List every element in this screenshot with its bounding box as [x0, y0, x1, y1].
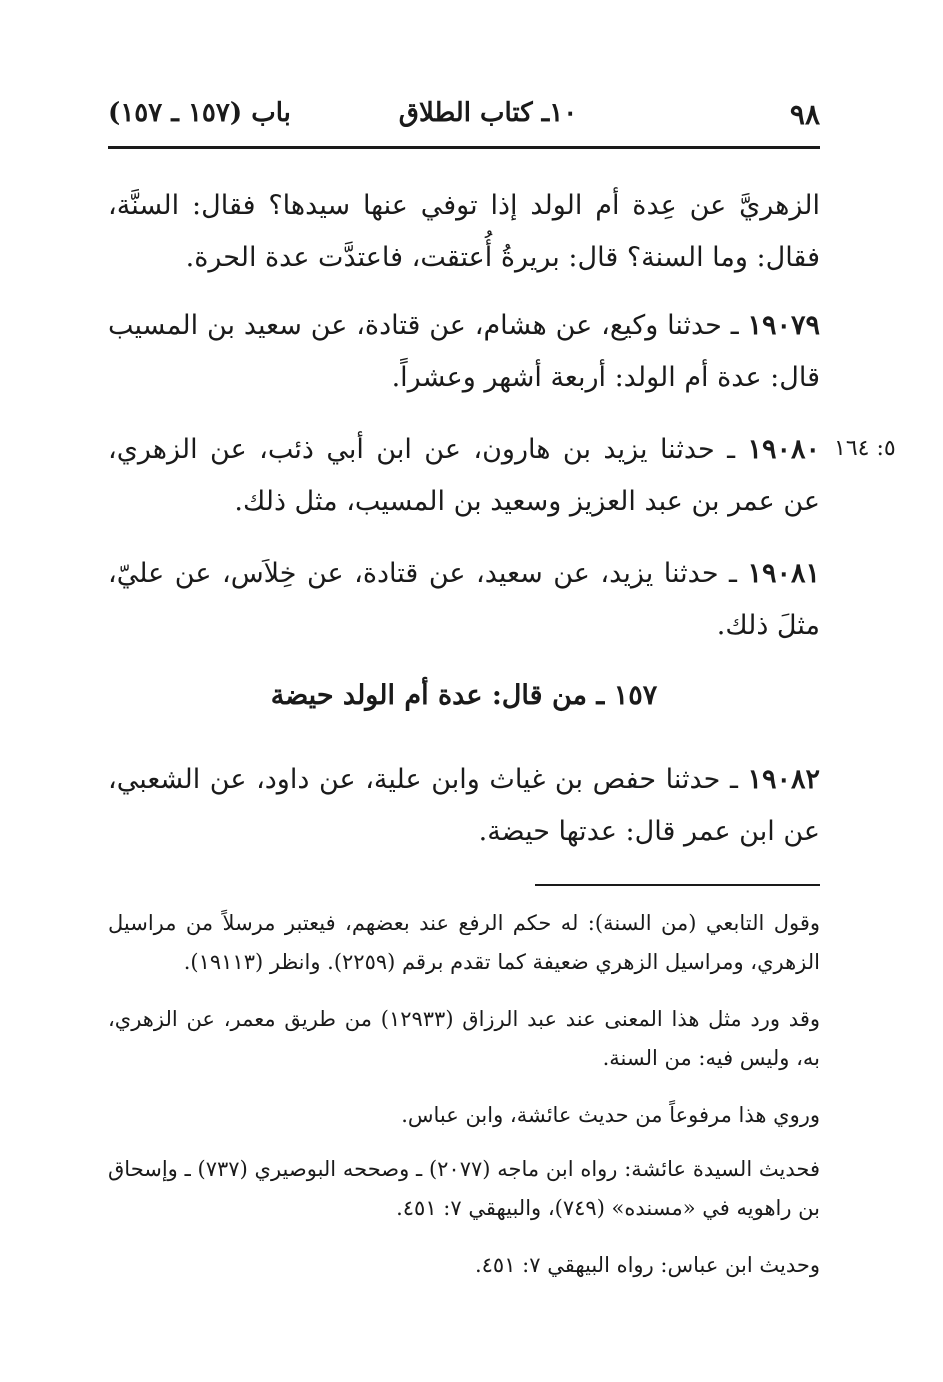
- footnote-2: وقد ورد مثل هذا المعنى عند عبد الرزاق (١٢٩٣٣) من طريق معمر، عن الزهري، به، وليس فيه: من السنة.: [108, 1007, 820, 1070]
- page-number: ٩٨: [789, 98, 820, 131]
- header-rule: [108, 146, 820, 149]
- intro-paragraph: الزهريَّ عن عِدة أم الولد إذا توفي عنها سيدها؟ فقال: السنَّة، فقال: وما السنة؟ قال: بريرةُ أُعتقت، فاعتدَّت عدة الحرة.: [108, 190, 820, 273]
- hadith-text: ـ حدثنا يزيد بن هارون، عن ابن أبي ذئب، عن الزهري، عن عمر بن عبد العزيز وسعيد بن المسيب، مثل ذلك.: [108, 434, 820, 517]
- footnote-4: فحديث السيدة عائشة: رواه ابن ماجه (٢٠٧٧) ـ وصححه البوصيري (٧٣٧) ـ وإسحاق بن راهويه في «مسنده» (٧٤٩)، والبيهقي ٧: ٤٥١.: [108, 1157, 821, 1220]
- hadith-text: ـ حدثنا يزيد، عن سعيد، عن قتادة، عن خِلاَس، عن عليّ، مثلَ ذلك.: [108, 558, 820, 641]
- footnote-3: وروي هذا مرفوعاً من حديث عائشة، وابن عباس.: [401, 1103, 820, 1127]
- hadith-number: ١٩٠٨٢: [747, 764, 820, 795]
- hadith-19082: [108, 754, 820, 858]
- footnote-rule: [535, 884, 820, 886]
- hadith-text: ـ حدثنا وكيع، عن هشام، عن قتادة، عن سعيد بن المسيب قال: عدة أم الولد: أربعة أشهر وعشراً.: [108, 310, 820, 393]
- hadith-number: ١٩٠٨١: [747, 558, 820, 589]
- hadith-number: ١٩٠٨٠: [747, 434, 820, 465]
- book-title: ١٠ـ كتاب الطلاق: [398, 98, 578, 128]
- page-header: [108, 90, 820, 146]
- hadith-19079: [108, 300, 820, 404]
- hadith-19080: [108, 424, 820, 528]
- chapter-range: باب (١٥٧ ـ ١٥٧): [108, 98, 291, 128]
- hadith-text: ـ حدثنا حفص بن غياث وابن علية، عن داود، عن الشعبي، عن ابن عمر قال: عدتها حيضة.: [108, 764, 820, 847]
- hadith-19081: [108, 548, 820, 652]
- margin-reference: ٥: ١٦٤: [834, 436, 896, 461]
- hadith-number: ١٩٠٧٩: [747, 310, 820, 341]
- footnote-1: وقول التابعي (من السنة): له حكم الرفع عند بعضهم، فيعتبر مرسلاً من مراسيل الزهري، ومراسيل الزهري ضعيفة كما تقدم برقم (٢٢٥٩). وانظر (١٩١١٣).: [108, 911, 820, 974]
- footnote-5: وحديث ابن عباس: رواه البيهقي ٧: ٤٥١.: [474, 1253, 820, 1277]
- chapter-heading: ١٥٧ ـ من قال: عدة أم الولد حيضة: [270, 680, 658, 711]
